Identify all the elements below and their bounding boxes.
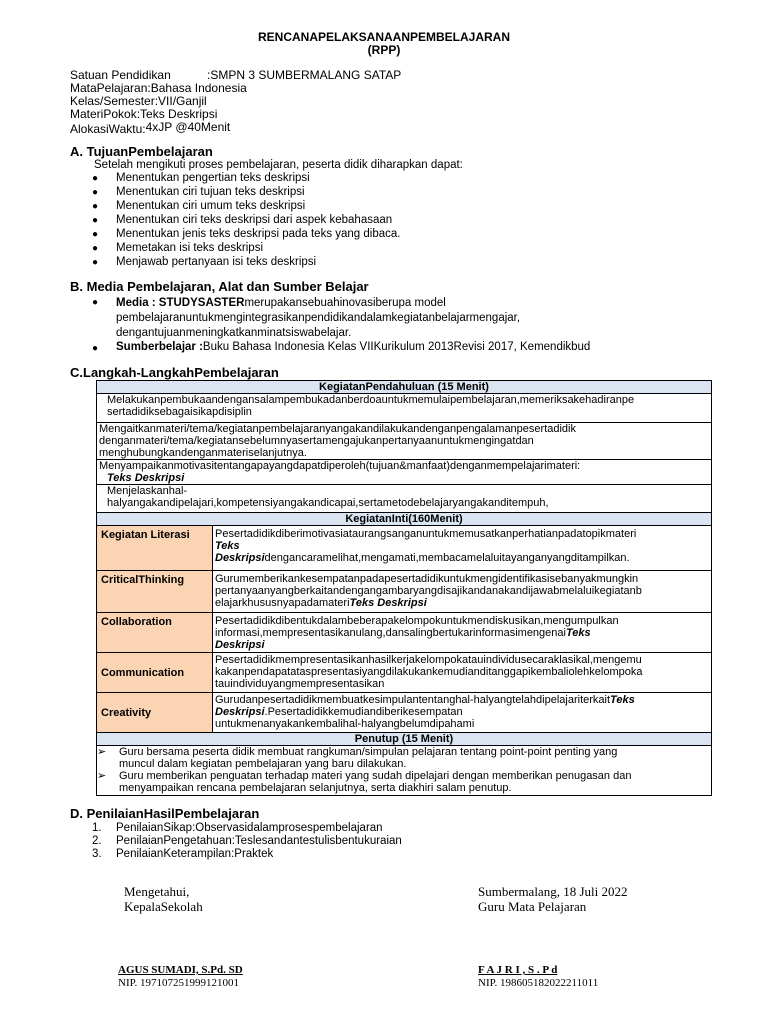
bullet-icon: ● bbox=[92, 215, 99, 226]
creativity-label: Creativity bbox=[97, 693, 213, 733]
list-item: ● Menentukan jenis teks deskripsi pada teks yang dibaca. bbox=[92, 228, 401, 240]
table-row: Communication Pesertadidikmempresentasikanhasilkerjakelompokatauindividusecaraklasikal,mengemu kakanpendapatataspresentasiyangdilakukankemudianditanggapikembaliolehkelompoka tauindividuyangmempresentasikan bbox=[97, 653, 712, 693]
bullet-icon: ● bbox=[92, 343, 99, 354]
table-row: Menjelaskanhal- halyangakandipelajari,kompetensiyangakandicapai,sertametodebelajaryangakanditempuh, bbox=[97, 485, 712, 513]
table-row: ➢ Guru bersama peserta didik membuat rangkuman/simpulan pelajaran tentang point-point penting yang muncul dalam kegiatan pembelajaran yang baru dilakukan. ➢ Guru memberikan penguatan terhadap materi yang sudah dipelajari dengan memberikan penugasan dan menyampaikan rencana pembelajaran selanjutnya, serta diakhiri salam penutup. bbox=[97, 746, 712, 796]
meta-time-value: 4xJP @40Menit bbox=[145, 120, 231, 134]
bullet-icon: ● bbox=[92, 173, 99, 184]
table-row: Creativity Gurudanpesertadidikmembuatkesimpulantentanghal-halyangtelahdipelajariterkaitTeks Deskripsi.Pesertadidikkemudiandiberikesempatan untukmenanyakankembalihal-halyangbelumdipahami bbox=[97, 693, 712, 733]
bullet-icon: ● bbox=[92, 201, 99, 212]
source-item bbox=[116, 341, 590, 354]
document-subtitle: (RPP) bbox=[367, 43, 401, 57]
meta-class: Kelas/Semester:VII/Ganjil bbox=[70, 94, 207, 108]
literasi-label: Kegiatan Literasi bbox=[97, 526, 213, 571]
list-item: 1. PenilaianSikap:Observasidalamprosespembelajaran bbox=[92, 822, 383, 834]
bullet-icon: ● bbox=[92, 257, 99, 268]
teacher-name: F A J R I , S . P d bbox=[478, 964, 558, 976]
communication-label: Communication bbox=[97, 653, 213, 693]
bullet-icon: ● bbox=[92, 243, 99, 254]
media-label: Media : STUDYSASTER bbox=[116, 297, 245, 309]
list-item: ● Menentukan ciri teks deskripsi dari aspek kebahasaan bbox=[92, 214, 393, 226]
signature-left: Mengetahui, KepalaSekolah bbox=[124, 884, 203, 914]
table-row: Kegiatan Literasi Pesertadidikdiberimotivasiataurangsanganuntukmemusatkanperhatianpadatopikmateri Teks Deskripsidengancaramelihat,mengamati,membacamelaluitayanganyangditampilkan. bbox=[97, 526, 712, 571]
source-value: Buku Bahasa Indonesia Kelas VIIKurikulum 2013Revisi 2017, Kemendikbud bbox=[202, 341, 591, 353]
bullet-icon: ● bbox=[92, 187, 99, 198]
table-row: Melakukanpembukaandengansalampembukadanberdoauntukmemulaipembelajaran,memeriksakehadiranpe sertadidiksebagaisikapdisiplin bbox=[97, 394, 712, 423]
media-item: Media : STUDYSASTERmerupakansebuahinovasiberupa model pembelajaranuntukmengintegrasikanpendidikandalamkegiatanbelajarmengajar, dengantujuanmeningkatkanminatsiswabelajar. bbox=[116, 297, 521, 339]
meta-school-label: Satuan Pendidikan bbox=[70, 68, 171, 82]
penutup-header: Penutup (15 Menit) bbox=[97, 733, 712, 746]
meta-time-label: AlokasiWaktu: bbox=[70, 122, 146, 136]
meta-time bbox=[70, 121, 230, 134]
principal-nip: NIP. 197107251999121001 bbox=[118, 977, 240, 989]
collaboration-label: Collaboration bbox=[97, 613, 213, 653]
pendahuluan-header: KegiatanPendahuluan (15 Menit) bbox=[97, 381, 712, 394]
section-c-heading: C.Langkah-LangkahPembelajaran bbox=[70, 365, 279, 380]
list-item: ● Menentukan pengertian teks deskripsi bbox=[92, 172, 310, 184]
section-a-list bbox=[94, 172, 654, 270]
signature-right: Sumbermalang, 18 Juli 2022 Guru Mata Pelajaran bbox=[478, 884, 628, 914]
critical-thinking-label: CriticalThinking bbox=[97, 571, 213, 613]
list-item: ● Menentukan ciri umum teks deskripsi bbox=[92, 200, 306, 212]
list-item: ● Memetakan isi teks deskripsi bbox=[92, 242, 263, 254]
arrow-bullet-icon: ➢ bbox=[97, 746, 107, 758]
source-label: Sumberbelajar : bbox=[116, 341, 203, 353]
section-d-heading: D. PenilaianHasilPembelajaran bbox=[70, 806, 260, 821]
document-title: RENCANAPELAKSANAANPEMBELAJARAN bbox=[257, 30, 510, 44]
section-a-heading: A. TujuanPembelajaran bbox=[70, 144, 213, 159]
table-row: Mengaitkanmateri/tema/kegiatanpembelajaranyangakandilakukandenganpengalamanpesertadidik denganmateri/tema/kegiatansebelumnyasertamengajukanpertanyaanuntukmengingatdan menghubungkandenganmateriselanjutnya. bbox=[97, 423, 712, 460]
meta-school-value: :SMPN 3 SUMBERMALANG SATAP bbox=[207, 68, 402, 82]
list-item: ● Menentukan ciri tujuan teks deskripsi bbox=[92, 186, 305, 198]
arrow-bullet-icon: ➢ bbox=[97, 770, 107, 782]
bullet-icon: ● bbox=[92, 229, 99, 240]
meta-topic: MateriPokok:Teks Deskripsi bbox=[70, 107, 218, 121]
teacher-nip: NIP. 198605182022211011 bbox=[478, 977, 599, 989]
bullet-icon: ● bbox=[92, 297, 99, 308]
section-a-intro: Setelah mengikuti proses pembelajaran, peserta didik diharapkan dapat: bbox=[94, 159, 463, 171]
table-row: Menyampaikanmotivasitentangapayangdapatdiperoleh(tujuan&manfaat)denganmempelajarimateri: Teks Deskripsi bbox=[97, 460, 712, 485]
section-b-heading: B. Media Pembelajaran, Alat dan Sumber Belajar bbox=[70, 279, 369, 294]
list-item: 3. PenilaianKeterampilan:Praktek bbox=[92, 848, 274, 860]
learning-steps-table bbox=[96, 380, 712, 796]
meta-subject: MataPelajaran:Bahasa Indonesia bbox=[70, 81, 247, 95]
table-row: CriticalThinking Gurumemberikankesempatanpadapesertadidikuntukmengidentifikasisebanyakmungkin pertanyaanyangberkaitandengangambaryangdisajikandanakandijawabmelaluikegiatanb elajarkhususnyapadamateriTeks Deskripsi bbox=[97, 571, 712, 613]
assessment-list bbox=[92, 822, 402, 861]
table-row: Collaboration Pesertadidikdibentukdalambeberapakelompokuntukmendiskusikan,mengumpulkan informasi,mempresentasikanulang,dansalingbertukarinformasimengenaiTeks Deskripsi bbox=[97, 613, 712, 653]
principal-name: AGUS SUMADI, S.Pd. SD bbox=[118, 964, 243, 976]
inti-header: KegiatanInti(160Menit) bbox=[97, 513, 712, 526]
list-item: 2. PenilaianPengetahuan:Teslesandantestulisbentukuraian bbox=[92, 835, 402, 847]
list-item: ● Menjawab pertanyaan isi teks deskripsi bbox=[92, 256, 317, 268]
